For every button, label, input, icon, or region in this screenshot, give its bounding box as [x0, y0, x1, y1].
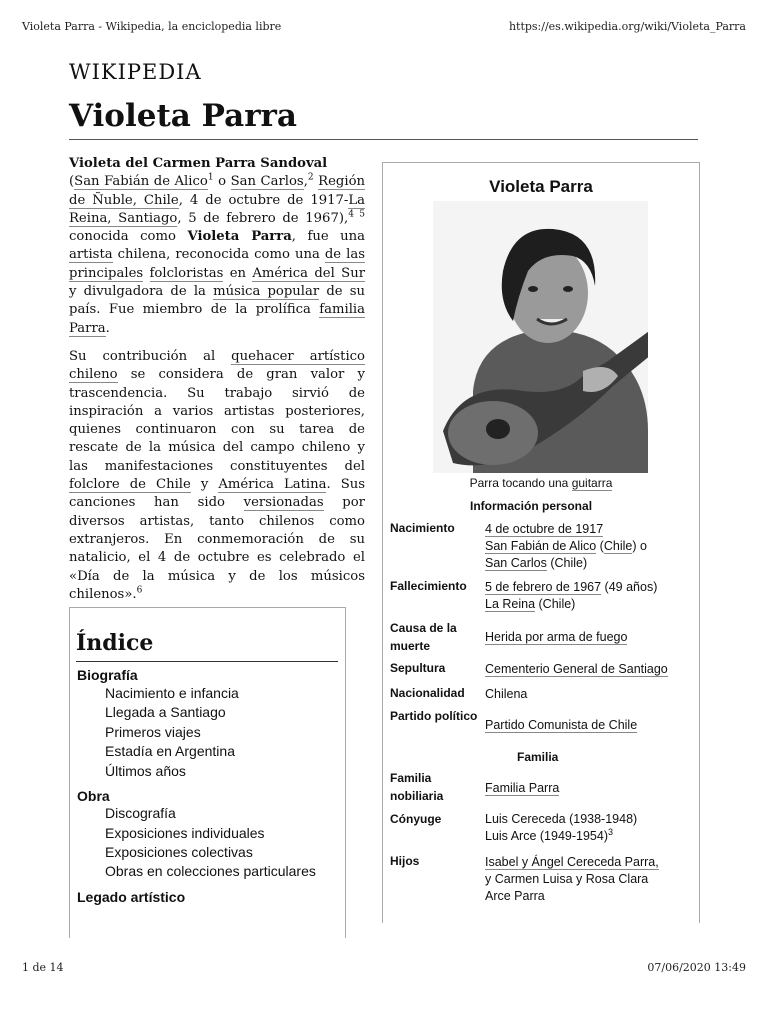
link-san-fabian-alico[interactable]: San Fabián de Alico [485, 539, 597, 553]
text: o [213, 174, 231, 190]
toc-item[interactable]: Primeros viajes [105, 724, 201, 740]
link-de-las-principales[interactable]: de las principales [69, 247, 365, 281]
text: y [190, 477, 219, 493]
toc-heading: Índice [76, 630, 154, 656]
label-familia: Familia nobiliaria [390, 771, 444, 803]
link-death-date[interactable]: 5 de febrero de 1967 [485, 580, 602, 594]
text: Arce Parra [485, 889, 545, 903]
text: , 5 de febrero de 1967), [177, 210, 349, 226]
text: chilena, reconocida como una [112, 247, 325, 263]
text: Su contribución al [69, 349, 232, 364]
text: y divulgadora de la [69, 284, 214, 300]
link-region-nuble[interactable]: Región de Ñuble, Chile [69, 174, 365, 208]
text: se considera de gran valor y trascendencia. Su trabajo sirvió de inspiración a varios artistas posteriores, quienes continuaron con su tarea de rescate de la música del campo chileno y las manifestaciones constituyentes del [69, 367, 365, 474]
value-nacimiento [485, 521, 697, 572]
value-nacionalidad: Chilena [485, 687, 528, 701]
text: (Chile) [535, 597, 576, 611]
page-title: Violeta Parra [69, 98, 297, 134]
text: . Sus canciones han sido [69, 477, 365, 511]
table-of-contents [69, 607, 346, 938]
second-paragraph [69, 348, 365, 604]
label-nacimiento: Nacimiento [390, 521, 455, 535]
ref-4-5[interactable]: 4 5 [348, 209, 365, 220]
value-causa-muerte[interactable] [485, 629, 697, 646]
toc-section-biografia[interactable]: Biografía [77, 667, 138, 683]
label-conyuge: Cónyuge [390, 812, 442, 826]
text: . [105, 320, 110, 336]
toc-section-legado[interactable]: Legado artístico [77, 889, 186, 905]
toc-item[interactable]: Exposiciones individuales [105, 825, 265, 841]
link-quehacer-artistico[interactable]: quehacer artístico chileno [69, 349, 365, 383]
value-familia[interactable] [485, 780, 697, 797]
value-partido[interactable] [485, 717, 697, 734]
ref-3[interactable]: 3 [608, 826, 614, 837]
value-fallecimiento [485, 579, 697, 613]
page-counter: 1 de 14 [22, 961, 64, 974]
value-hijos [485, 854, 697, 905]
text: por diversos artistas, tanto chilenos como extranjeros. En conmemoración de su natalicio, el 4 de octubre es celebrado el «Día de la música y de los músicos chilenos». [69, 495, 365, 602]
link-san-carlos-info[interactable]: San Carlos [485, 556, 547, 570]
link-familia-parra[interactable]: familia Parra [69, 302, 365, 336]
browser-url[interactable]: https://es.wikipedia.org/wiki/Violeta_Parra [508, 20, 746, 33]
text: Luis Arce (1949-1954) [485, 829, 608, 843]
print-timestamp: 07/06/2020 13:49 [647, 961, 746, 974]
link-folclore-chile[interactable]: folclore de Chile [69, 477, 191, 493]
toc-item[interactable]: Obras en colecciones particulares [105, 863, 316, 879]
toc-item[interactable]: Últimos años [105, 763, 186, 779]
text: (Chile) [546, 556, 588, 570]
link-la-reina-info[interactable]: La Reina [485, 597, 536, 611]
text: conocida como [69, 229, 188, 245]
lead-paragraph: Violeta del Carmen Parra Sandoval (San Fabián de Alico$^1$ o San Carlos,$^2$ Región de Ñuble, Chile, 4 de octubre de 1917-La Reina, Santiago, 5 de febrero de 1967),$^{4 5}$ conocida como Violeta Parra, fue una artista chilena, reconocida como una de las principales folcloristas en América del Sur y divulgadora de la música popular de su país. Fue miembro de la prolífica familia Parra. [69, 156, 365, 336]
link-chile[interactable]: Chile [603, 539, 633, 553]
link-america-latina[interactable]: América Latina [218, 477, 327, 493]
text: y Carmen Luisa y Rosa Clara [485, 872, 649, 886]
value-conyuge [485, 811, 697, 845]
toc-item[interactable]: Exposiciones colectivas [105, 844, 253, 860]
text: , fue una [291, 229, 365, 245]
link-folcloristas[interactable]: folcloristas [149, 265, 224, 281]
toc-item[interactable]: Nacimiento e infancia [105, 685, 239, 701]
portrait-image [433, 201, 648, 473]
toc-item[interactable]: Llegada a Santiago [105, 704, 226, 720]
toc-item[interactable]: Estadía en Argentina [105, 743, 235, 759]
link-guitarra[interactable]: guitarra [571, 476, 613, 490]
link-partido-comunista[interactable]: Partido Comunista de Chile [485, 718, 638, 732]
link-artista[interactable]: artista [69, 247, 113, 263]
subject-name: Violeta del Carmen Parra Sandoval [69, 156, 328, 171]
ref-2[interactable]: 2 [307, 172, 314, 183]
label-partido: Partido político [390, 709, 478, 723]
value-sepultura[interactable] [485, 661, 697, 678]
label-sepultura: Sepultura [390, 661, 446, 675]
wikipedia-logo[interactable]: WIKIPEDIA [69, 60, 202, 84]
link-san-carlos[interactable]: San Carlos [230, 174, 304, 190]
label-nacionalidad: Nacionalidad [390, 686, 465, 700]
link-familia-parra-info[interactable]: Familia Parra [485, 781, 560, 795]
title-divider [69, 139, 698, 140]
link-la-reina[interactable]: La Reina, Santiago [69, 192, 365, 226]
text: (49 años) [601, 580, 658, 594]
ref-1[interactable]: 1 [207, 172, 214, 183]
text: Luis Cereceda (1938-1948) [485, 812, 638, 826]
known-name: Violeta Parra [187, 229, 292, 245]
label-hijos: Hijos [390, 854, 420, 868]
text: de su país. Fue miembro de la prolífica [69, 284, 365, 318]
personal-info-heading: Información personal [470, 499, 593, 513]
toc-divider [76, 661, 338, 662]
link-san-fabian[interactable]: San Fabián de Alico [74, 174, 208, 190]
portrait-photo[interactable] [433, 201, 648, 473]
text [143, 266, 149, 281]
link-hijos-1[interactable]: Isabel y Ángel Cereceda Parra, [485, 855, 659, 869]
text: , 4 de octubre de 1917- [178, 192, 349, 208]
ref-6[interactable]: 6 [136, 585, 143, 596]
infobox [382, 162, 700, 923]
link-cementerio[interactable]: Cementerio General de Santiago [485, 662, 668, 676]
text: ) o [632, 539, 647, 553]
link-versionadas[interactable]: versionadas [243, 495, 324, 511]
link-america-del-sur[interactable]: América del Sur [252, 265, 365, 281]
link-herida[interactable]: Herida por arma de fuego [485, 630, 628, 644]
text: ( [596, 539, 604, 553]
link-musica-popular[interactable]: música popular [213, 284, 320, 300]
photo-caption [383, 476, 699, 490]
link-birth-date[interactable]: 4 de octubre de 1917 [485, 522, 604, 536]
label-causa-muerte: Causa de la muerte [390, 621, 457, 653]
browser-tab-title: Violeta Parra - Wikipedia, la enciclopedia libre [22, 20, 282, 33]
caption-text: Parra tocando una [469, 476, 572, 490]
toc-section-obra[interactable]: Obra [77, 788, 110, 804]
text: en [223, 265, 253, 281]
toc-item[interactable]: Discografía [105, 805, 176, 821]
family-heading: Familia [517, 750, 559, 764]
label-fallecimiento: Fallecimiento [390, 579, 467, 593]
infobox-title: Violeta Parra [489, 177, 593, 196]
